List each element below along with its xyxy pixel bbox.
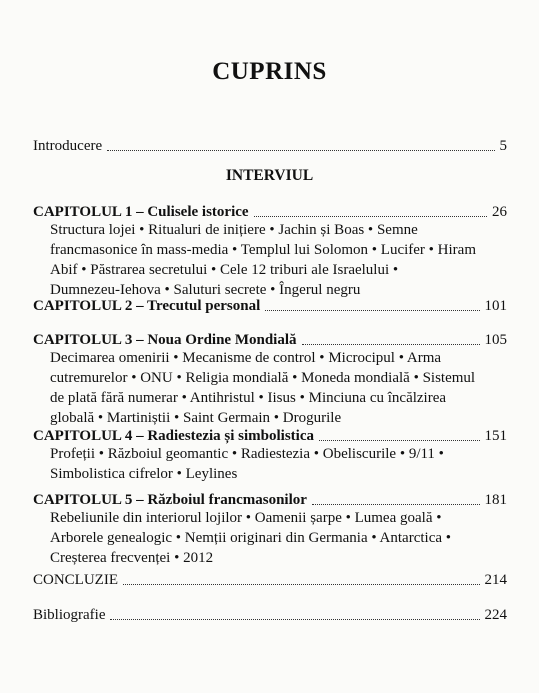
toc-entry-chapter-3[interactable] [33, 331, 507, 349]
dot-leader [110, 619, 479, 620]
toc-page-number: 26 [492, 204, 507, 220]
toc-entry-chapter-1[interactable] [33, 203, 507, 221]
toc-entry-label: CAPITOLUL 4 – Radiestezia și simbolistica [33, 428, 314, 444]
topic-line: Profeții • Războiul geomantic • Radiestezia • Obeliscurile • 9/11 • [50, 446, 444, 462]
toc-page-number: 105 [484, 332, 507, 348]
toc-page-number: 181 [484, 492, 507, 508]
toc-entry-chapter-4[interactable] [33, 427, 507, 445]
chapter-4-topics [50, 444, 510, 484]
topic-line: cutremurelor • ONU • Religia mondială • Moneda mondială • Sistemul [50, 370, 476, 386]
topic-line: Rebeliunile din interiorul lojilor • Oamenii șarpe • Lumea goală • [50, 510, 442, 526]
toc-entry-label: CAPITOLUL 5 – Războiul francmasonilor [33, 492, 307, 508]
toc-entry-label: CAPITOLUL 3 – Noua Ordine Mondială [33, 332, 297, 348]
dot-leader [107, 150, 494, 151]
dot-leader [302, 344, 480, 345]
topic-line: Simbolistica cifrelor • Leylines [50, 466, 238, 482]
topic-line: Abif • Păstrarea secretului • Cele 12 triburi ale Israelului • [50, 262, 399, 278]
dot-leader [265, 310, 479, 311]
toc-page-number: 5 [499, 138, 507, 154]
topic-line: francmasonice în mass-media • Templul lui Solomon • Lucifer • Hiram [50, 242, 476, 258]
toc-page-number: 214 [484, 572, 507, 588]
toc-entry-label: CAPITOLUL 1 – Culisele istorice [33, 204, 249, 220]
dot-leader [319, 440, 480, 441]
topic-line: Structura lojei • Ritualuri de inițiere • Jachin și Boas • Semne [50, 222, 418, 238]
topic-line: Creșterea frecvenței • 2012 [50, 550, 214, 566]
chapter-1-topics [50, 220, 510, 300]
toc-entry-concluzie[interactable] [33, 571, 507, 589]
toc-entry-bibliografie[interactable] [33, 606, 507, 624]
toc-entry-label: Introducere [33, 138, 103, 154]
chapter-5-topics [50, 508, 510, 568]
topic-line: Arborele genealogic • Nemții originari din Germania • Antarctica • [50, 530, 452, 546]
toc-entry-chapter-5[interactable] [33, 491, 507, 509]
topic-line: Decimarea omenirii • Mecanisme de control • Microcipul • Arma [50, 350, 442, 366]
toc-entry-label: CONCLUZIE [33, 572, 118, 588]
toc-entry-chapter-2[interactable] [33, 297, 507, 315]
dot-leader [254, 216, 487, 217]
toc-entry-label: CAPITOLUL 2 – Trecutul personal [33, 298, 261, 314]
section-heading: INTERVIUL [225, 167, 314, 184]
topic-line: de plată fără numerar • Antihristul • Iisus • Minciuna cu încălzirea [50, 390, 447, 406]
toc-entry-label: Bibliografie [33, 607, 106, 623]
topic-line: Dumnezeu-Iehova • Saluturi secrete • Îngerul negru [50, 282, 361, 298]
chapter-3-topics [50, 348, 510, 428]
dot-leader [123, 584, 480, 585]
toc-entry-introducere[interactable] [33, 137, 507, 155]
topic-line: globală • Martiniștii • Saint Germain • Drogurile [50, 410, 342, 426]
dot-leader [312, 504, 480, 505]
toc-page-number: 151 [484, 428, 507, 444]
page-title: CUPRINS [212, 58, 327, 85]
toc-page-number: 224 [484, 607, 507, 623]
toc-page-number: 101 [484, 298, 507, 314]
